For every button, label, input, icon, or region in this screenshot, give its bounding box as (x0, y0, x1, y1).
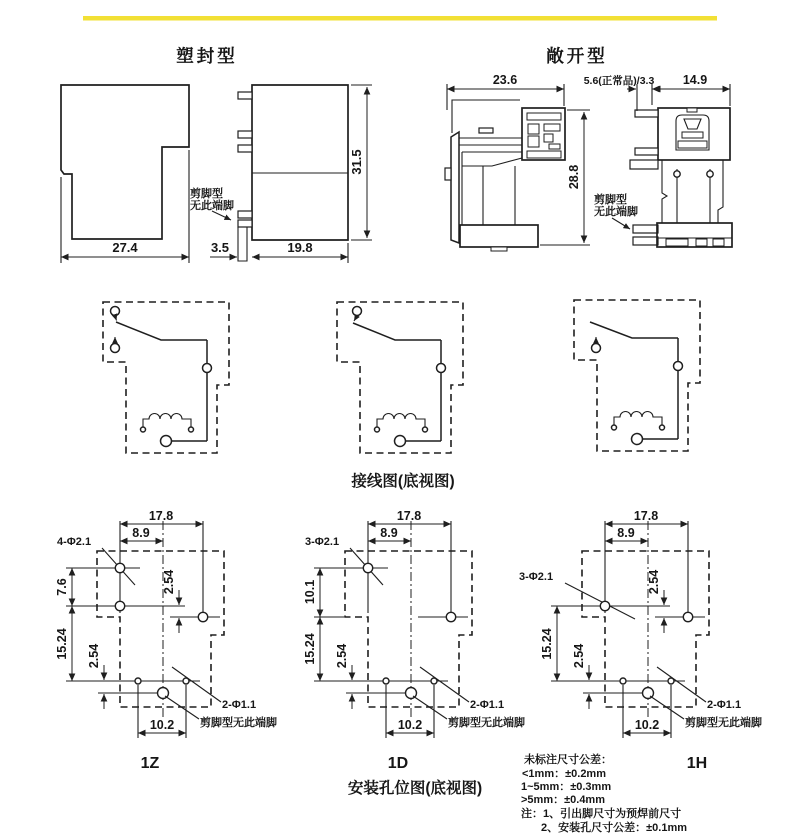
mounting-diagram-1d (303, 509, 525, 772)
h-cut-note: 剪脚型无此端脚 (685, 717, 762, 729)
sealed-type-title: 塑封型 (176, 46, 238, 66)
z-pitch-lower-dim: 2.54 (87, 643, 101, 669)
tolerance-line3: >5mm：±0.4mm (521, 794, 605, 806)
z-width-dim: 17.8 (148, 509, 174, 523)
h-bottom-dim: 10.2 (634, 718, 660, 732)
d-holes-label: 3-Φ2.1 (305, 536, 340, 548)
h-half-dim: 8.9 (617, 526, 635, 540)
d-pitch-lower-dim: 2.54 (335, 643, 349, 669)
d-half-dim: 8.9 (380, 526, 398, 540)
z-v1-dim: 7.6 (55, 578, 69, 596)
tolerance-line5: 2、安装孔尺寸公差：±0.1mm (541, 822, 688, 834)
wiring-diagram-1z (103, 302, 229, 453)
open-depth-dim: 14.9 (682, 73, 708, 87)
z-half-dim: 8.9 (132, 526, 150, 540)
d-cut-note: 剪脚型无此端脚 (448, 717, 525, 729)
wiring-caption: 接线图(底视图) (351, 473, 455, 490)
z-bottom-dim: 10.2 (149, 718, 175, 732)
sealed-depth-dim: 19.8 (287, 240, 313, 255)
z-cut-note: 剪脚型无此端脚 (200, 717, 277, 729)
z-small-holes-label: 2-Φ1.1 (222, 699, 257, 711)
wiring-diagram-1d (337, 302, 463, 453)
h-small-holes-label: 2-Φ1.1 (707, 699, 742, 711)
d-v1-dim: 10.1 (303, 579, 317, 605)
open-cut-note-line2: 无此端脚 (594, 206, 638, 218)
tolerance-line4: 注：1、引出脚尺寸为预焊前尺寸 (521, 808, 682, 820)
z-pitch-upper-dim: 2.54 (162, 569, 176, 595)
sealed-pin-offset-dim: 3.5 (210, 240, 230, 255)
tolerance-line2: 1~5mm：±0.3mm (521, 781, 612, 793)
h-holes-label: 3-Φ2.1 (519, 571, 554, 583)
open-type-drawing (445, 73, 732, 251)
sealed-cut-note-line1: 剪脚型 (190, 188, 223, 200)
z-holes-label: 4-Φ2.1 (57, 536, 92, 548)
z-v2-dim: 15.24 (55, 628, 69, 660)
h-v2-dim: 15.24 (540, 628, 554, 660)
z-variant-label: 1Z (140, 755, 160, 772)
sealed-width-dim: 27.4 (112, 240, 138, 255)
d-v2-dim: 15.24 (303, 633, 317, 665)
sealed-height-dim: 31.5 (349, 149, 364, 175)
top-accent-bar (83, 16, 717, 21)
tolerance-line1: <1mm：±0.2mm (522, 768, 606, 780)
mounting-caption: 安装孔位图(底视图) (347, 780, 483, 797)
tolerance-notes (521, 752, 687, 834)
open-height-dim: 28.8 (567, 164, 581, 190)
d-small-holes-label: 2-Φ1.1 (470, 699, 505, 711)
h-pitch-lower-dim: 2.54 (572, 643, 586, 669)
h-pitch-upper-dim: 2.54 (647, 569, 661, 595)
sealed-cut-note-line2: 无此端脚 (190, 200, 234, 212)
sealed-type-drawing (61, 85, 372, 263)
wiring-diagram-1h (574, 300, 700, 451)
d-width-dim: 17.8 (396, 509, 422, 523)
mounting-diagram-1z (55, 509, 277, 772)
open-type-title: 敞开型 (546, 46, 608, 66)
mounting-diagram-1h (519, 509, 762, 772)
open-pin-dim: 5.6(正常品)/3.3 (583, 75, 655, 87)
d-variant-label: 1D (387, 755, 409, 772)
h-variant-label: 1H (686, 755, 708, 772)
d-bottom-dim: 10.2 (397, 718, 423, 732)
tolerance-title: 未标注尺寸公差： (524, 754, 612, 766)
h-width-dim: 17.8 (633, 509, 659, 523)
open-cut-note-line1: 剪脚型 (594, 194, 627, 206)
open-width-dim: 23.6 (492, 73, 518, 87)
